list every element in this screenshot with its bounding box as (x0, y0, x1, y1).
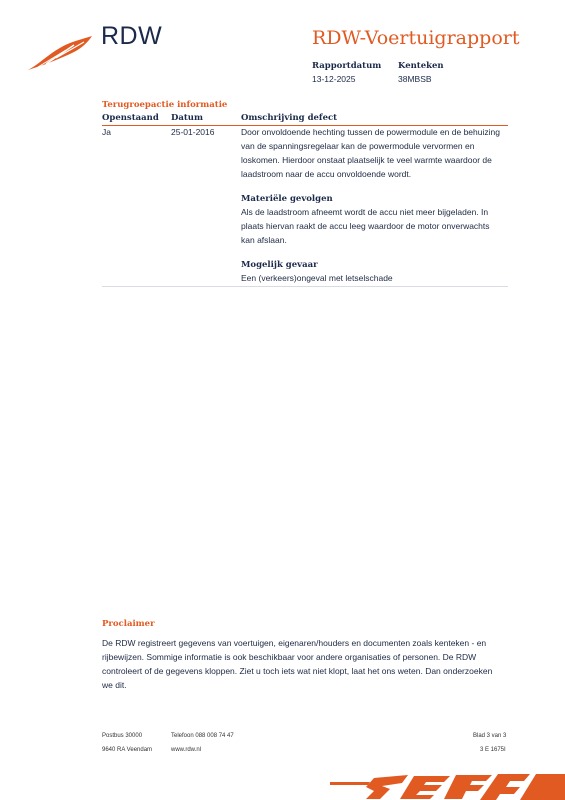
gevaar-text: Een (verkeers)ongeval met letselschade (241, 273, 393, 283)
meta-value-kenteken: 38MBSB (398, 74, 432, 84)
rdw-speed-stripes-icon (330, 772, 565, 800)
report-title: RDW-Voertuigrapport (312, 27, 520, 49)
meta-label-rapportdatum: Rapportdatum (312, 61, 382, 71)
defect-line: Door onvoldoende hechting tussen de powermodule en de behuizing (241, 127, 500, 137)
gevolgen-line: Als de laadstroom afneemt wordt de accu niet meer bijgeladen. In (241, 207, 489, 217)
footer-code: 3 E 1675I (480, 747, 506, 753)
meta-value-rapportdatum: 13-12-2025 (312, 74, 356, 84)
defect-line: laadstroom naar de accu onvoldoende wordt. (241, 169, 412, 179)
defect-description (241, 125, 516, 181)
column-header-omschrijving: Omschrijving defect (241, 113, 338, 123)
footer-blad: Blad 3 van 3 (473, 733, 507, 739)
gevolgen-line: kan afslaan. (241, 235, 287, 245)
column-header-openstaand: Openstaand (102, 113, 159, 123)
cell-openstaand: Ja (102, 127, 111, 137)
proclaimer-line: we dit. (102, 680, 127, 690)
meta-label-kenteken: Kenteken (398, 61, 444, 71)
footer-adres: 9640 RA Veendam (102, 747, 153, 753)
gevolgen-text (241, 205, 516, 247)
proclaimer-title: Proclaimer (102, 619, 155, 629)
footer-telefoon: Telefoon 088 008 74 47 (171, 733, 234, 739)
proclaimer-line: rijbewijzen. Sommige informatie is ook beschikbaar voor andere organisaties of personen. De RDW (102, 652, 477, 662)
defect-line: loskomen. Hierdoor onstaat plaatselijk te veel warmte waardoor de (241, 155, 492, 165)
column-header-datum: Datum (171, 113, 203, 123)
footer-postbus: Postbus 30000 (102, 733, 143, 739)
proclaimer-line: De RDW registreert gegevens van voertuigen, eigenaren/houders en documenten zoals kenteken - en (102, 638, 487, 648)
section-title-recall: Terugroepactie informatie (102, 100, 228, 110)
proclaimer-line: controleert of de gegevens kloppen. Ziet u toch iets wat niet klopt, laat het ons weten. Dan onderzoeken (102, 666, 493, 676)
cell-datum: 25-01-2016 (171, 127, 215, 137)
gevaar-heading: Mogelijk gevaar (241, 260, 318, 270)
logo-wordmark: RDW (101, 22, 163, 50)
footer-website: www.rdw.nl (171, 747, 202, 753)
defect-line: van de spanningsregelaar kan de powermodule vervormen en (241, 141, 475, 151)
proclaimer-text (102, 636, 522, 692)
gevolgen-heading: Materiële gevolgen (241, 194, 333, 204)
table-bottom-divider (102, 286, 508, 287)
rdw-logo-icon (26, 34, 94, 72)
gevolgen-line: plaats hiervan raakt de accu leeg waardoor de motor onverwachts (241, 221, 490, 231)
